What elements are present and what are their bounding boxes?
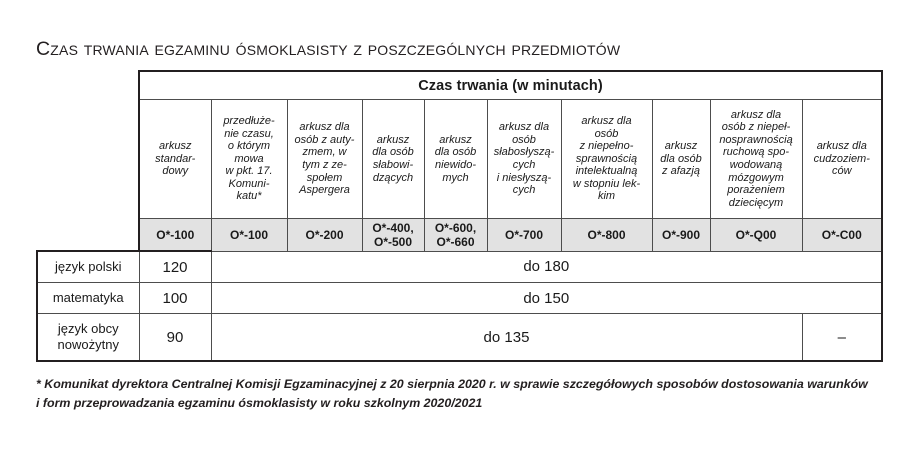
row-label: język polski: [37, 251, 139, 283]
banner-row: [37, 71, 882, 100]
exam-duration-table-body: [37, 71, 882, 361]
column-header-3: arkusz dla osób z auty- zmem, w tym z ze- społem Aspergera: [287, 100, 362, 219]
table-banner: Czas trwania (w minutach): [139, 71, 882, 100]
column-header-8: arkusz dla osób z afazją: [652, 100, 710, 219]
table-row: [37, 283, 882, 314]
standard-minutes-cell: 100: [139, 283, 211, 314]
footnote: [36, 375, 886, 413]
table-corner-spacer: [37, 71, 139, 100]
extended-time-cell: do 135: [211, 314, 802, 362]
column-code-7: O*-800: [561, 219, 652, 252]
column-header-7: arkusz dla osób z niepełno- sprawnością intelektualną w stopniu lek- kim: [561, 100, 652, 219]
column-code-10: O*-C00: [802, 219, 882, 252]
column-code-2: O*-100: [211, 219, 287, 252]
column-code-8: O*-900: [652, 219, 710, 252]
table-corner-spacer: [37, 219, 139, 252]
column-code-6: O*-700: [487, 219, 561, 252]
column-code-1: O*-100: [139, 219, 211, 252]
column-code-4: O*-400, O*-500: [362, 219, 424, 252]
table-row: [37, 251, 882, 283]
column-header-10: arkusz dla cudzoziem- ców: [802, 100, 882, 219]
not-applicable-cell: –: [802, 314, 882, 362]
row-label: język obcy nowożytny: [37, 314, 139, 362]
column-header-1: arkusz standar- dowy: [139, 100, 211, 219]
standard-minutes-cell: 120: [139, 251, 211, 283]
column-headers-row: [37, 100, 882, 219]
column-header-9: arkusz dla osób z niepeł- nosprawnością ruchową spo- wodowaną mózgowym porażeniem dziecięcym: [710, 100, 802, 219]
footnote-line-1: * Komunikat dyrektora Centralnej Komisji Egzaminacyjnej z 20 sierpnia 2020 r. w sprawie szczegółowych sposobów dostosowania warunków: [36, 377, 868, 391]
row-label: matematyka: [37, 283, 139, 314]
column-header-2: przedłuże- nie czasu, o którym mowa w pkt. 17. Komuni- katu*: [211, 100, 287, 219]
table-corner-spacer: [37, 100, 139, 219]
column-codes-row: [37, 219, 882, 252]
exam-duration-table-wrapper: [36, 70, 881, 362]
extended-time-cell: do 150: [211, 283, 882, 314]
column-header-4: arkusz dla osób słabowi- dzących: [362, 100, 424, 219]
table-row: [37, 314, 882, 362]
column-code-5: O*-600, O*-660: [424, 219, 487, 252]
column-header-5: arkusz dla osób niewido- mych: [424, 100, 487, 219]
column-code-9: O*-Q00: [710, 219, 802, 252]
column-header-6: arkusz dla osób słabosłyszą- cych i niesłyszą- cych: [487, 100, 561, 219]
exam-duration-table: [36, 70, 883, 362]
standard-minutes-cell: 90: [139, 314, 211, 362]
extended-time-cell: do 180: [211, 251, 882, 283]
footnote-line-2: i form przeprowadzania egzaminu ósmoklasisty w roku szkolnym 2020/2021: [36, 396, 483, 410]
page-title: Czas trwania egzaminu ósmoklasisty z poszczególnych przedmiotów: [36, 38, 621, 60]
column-code-3: O*-200: [287, 219, 362, 252]
